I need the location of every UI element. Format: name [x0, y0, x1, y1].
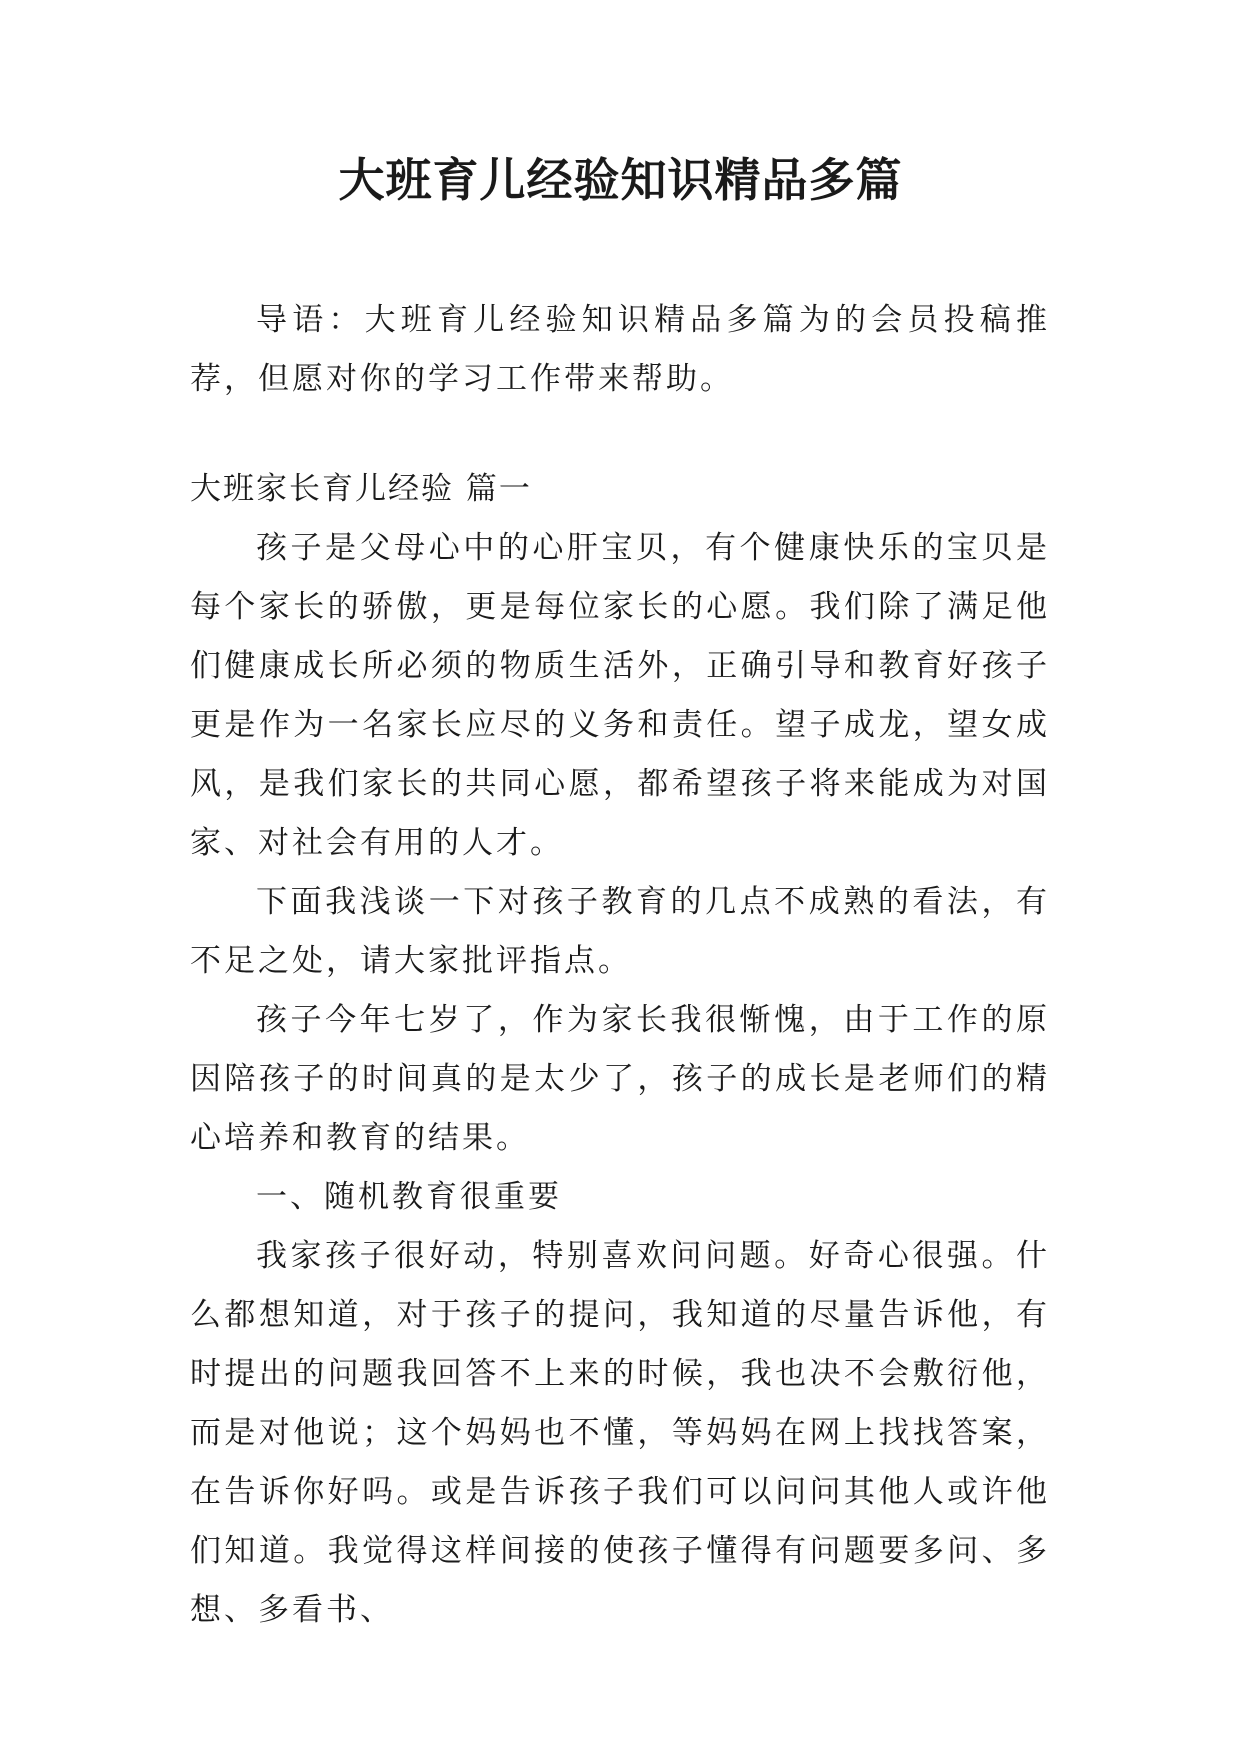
section-content	[190, 519, 1050, 1640]
subheading: 一、随机教育很重要	[256, 1179, 562, 1215]
paragraph: 孩子今年七岁了，作为家长我很惭愧，由于工作的原因陪孩子的时间真的是太少了，孩子的成长是老师们的精心培养和教育的结果。	[190, 1002, 1050, 1156]
section-heading: 大班家长育儿经验 篇一	[190, 471, 532, 507]
intro-paragraph: 导语：大班育儿经验知识精品多篇为的会员投稿推荐，但愿对你的学习工作带来帮助。	[190, 302, 1050, 397]
document-title: 大班育儿经验知识精品多篇	[338, 153, 903, 207]
paragraph: 孩子是父母心中的心肝宝贝，有个健康快乐的宝贝是每个家长的骄傲，更是每位家长的心愿。我们除了满足他们健康成长所必须的物质生活外，正确引导和教育好孩子更是作为一名家长应尽的义务和责任。望子成龙，望女成风，是我们家长的共同心愿，都希望孩子将来能成为对国家、对社会有用的人才。	[190, 530, 1050, 861]
paragraph: 我家孩子很好动，特别喜欢问问题。好奇心很强。什么都想知道，对于孩子的提问，我知道的尽量告诉他，有时提出的问题我回答不上来的时候，我也决不会敷衍他，而是对他说；这个妈妈也不懂，等妈妈在网上找找答案，在告诉你好吗。或是告诉孩子我们可以问问其他人或许他们知道。我觉得这样间接的使孩子懂得有问题要多问、多想、多看书、	[190, 1238, 1050, 1628]
paragraph: 下面我浅谈一下对孩子教育的几点不成熟的看法，有不足之处，请大家批评指点。	[190, 884, 1050, 979]
